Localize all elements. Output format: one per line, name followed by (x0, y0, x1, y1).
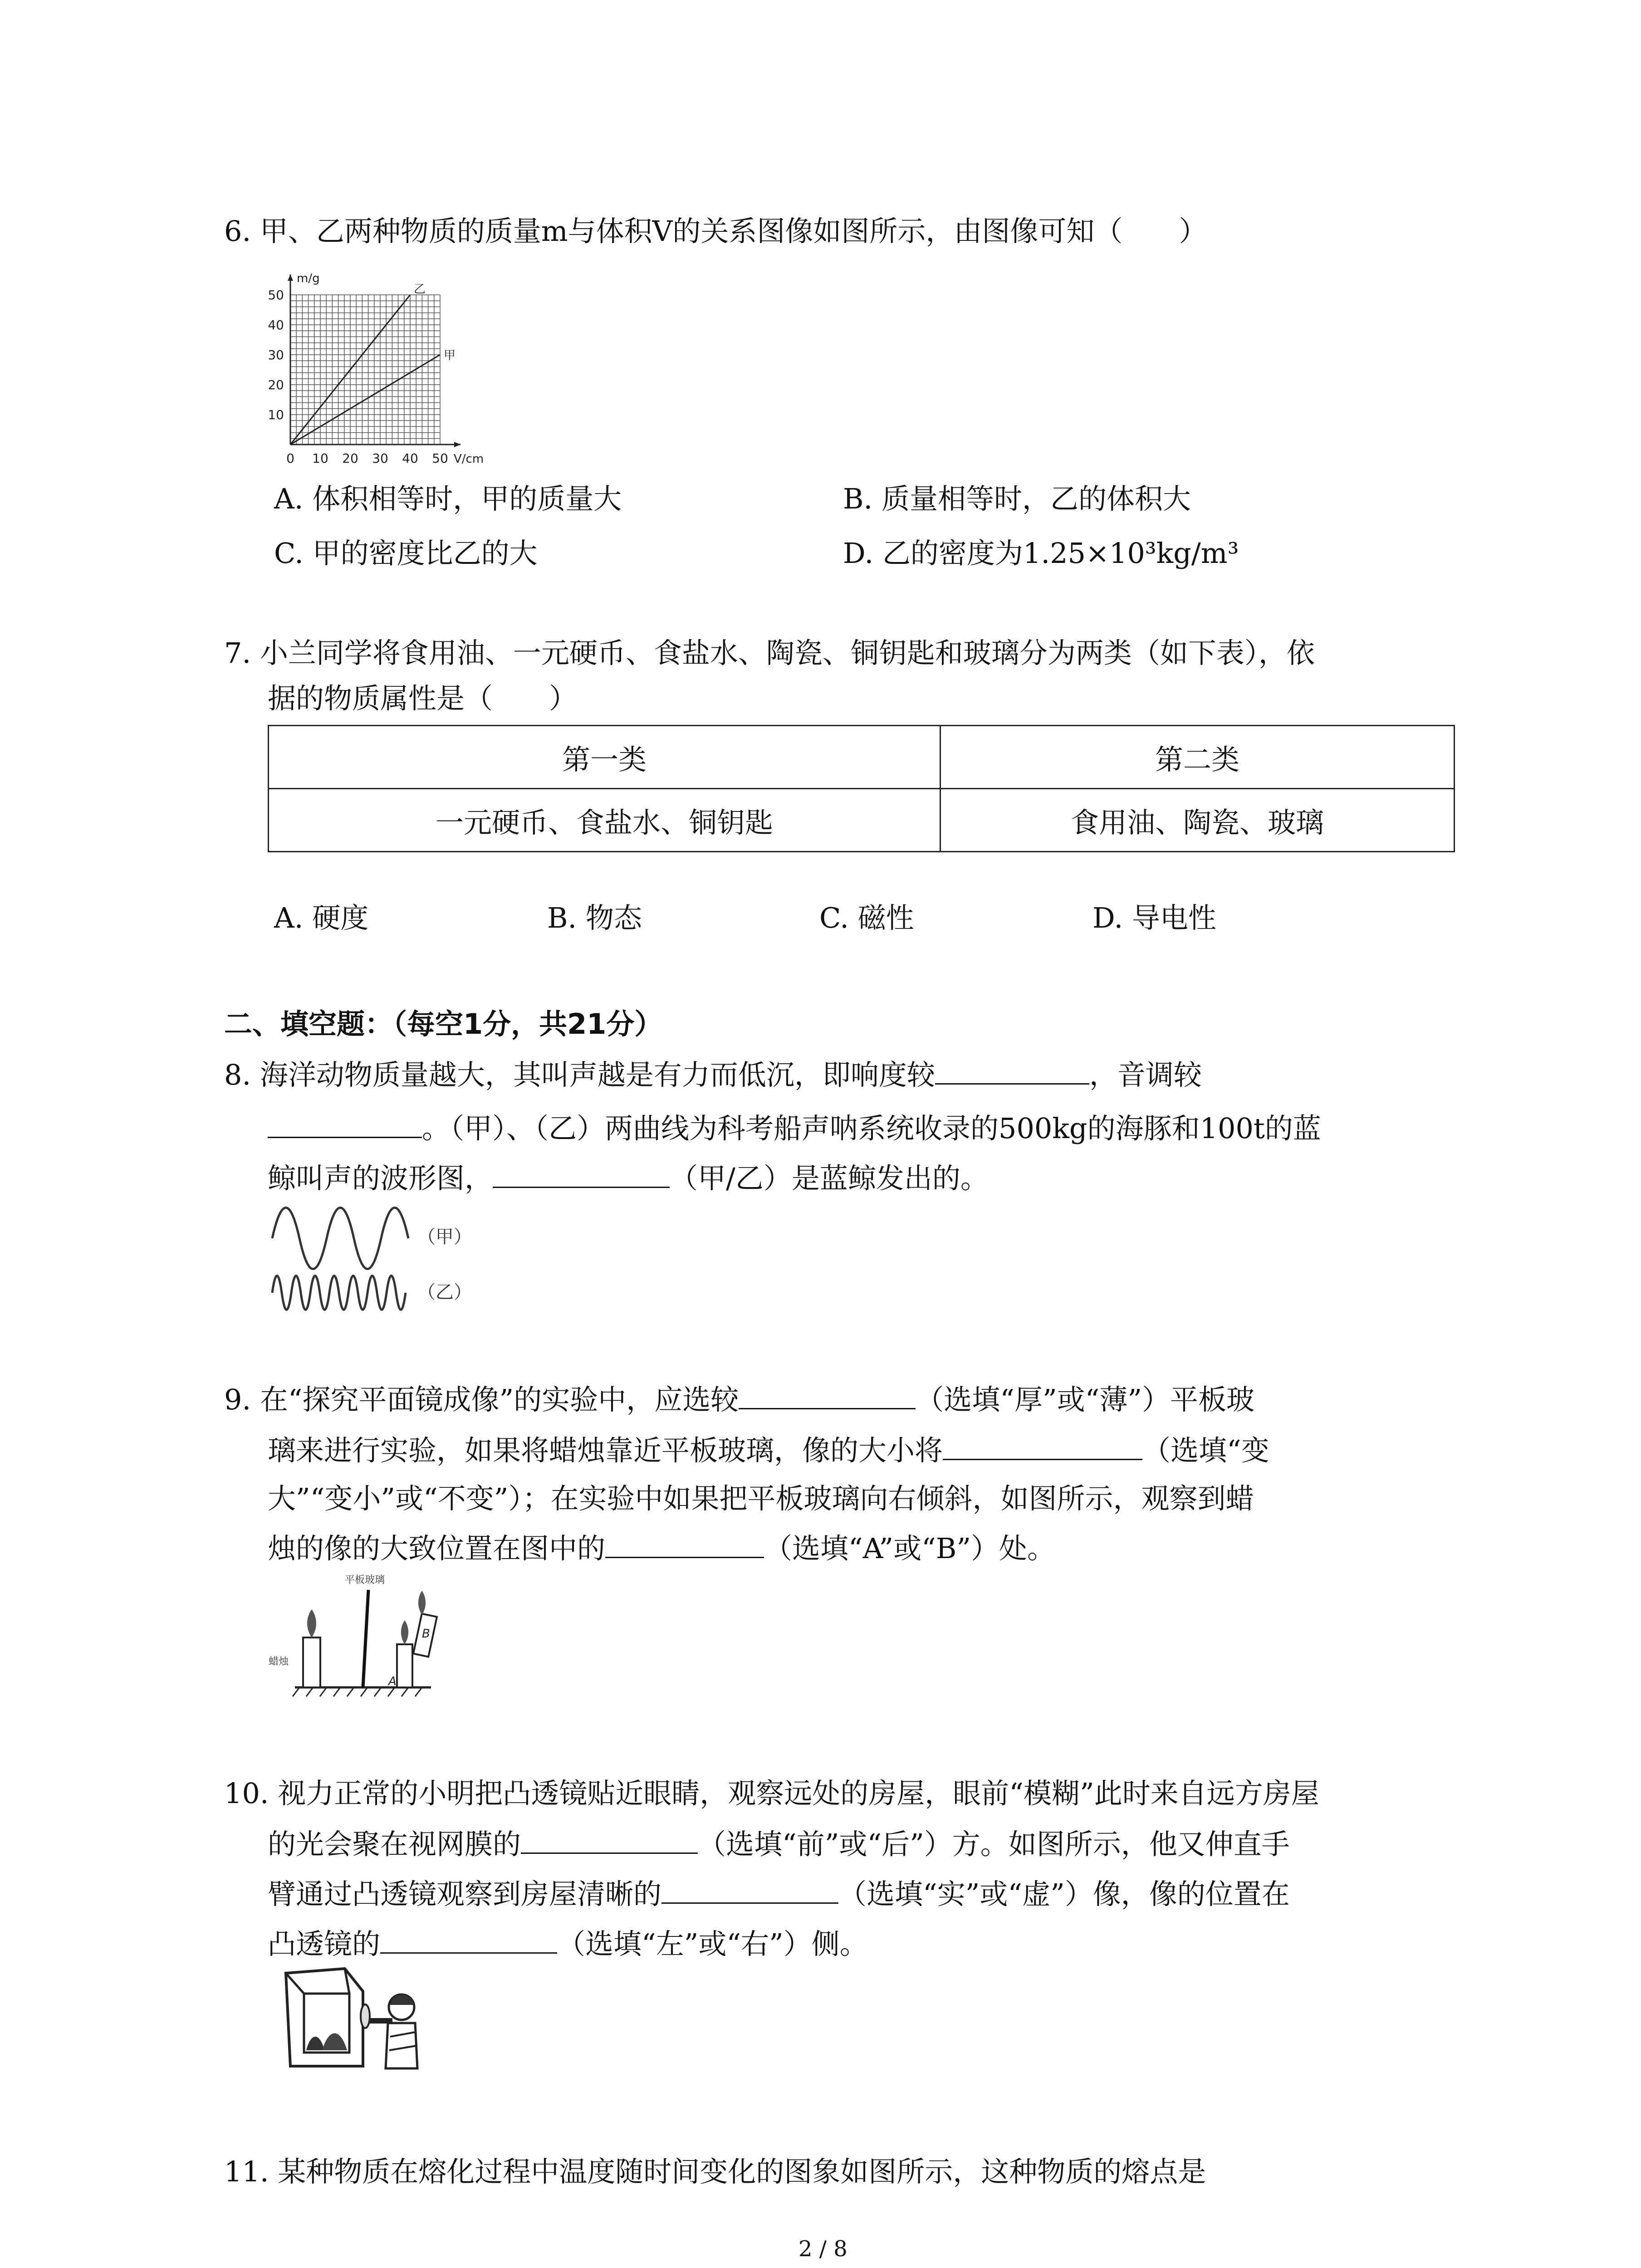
page-number: 2 / 8 (798, 2236, 847, 2262)
q8-line1 (224, 1056, 1202, 1093)
classification-table (268, 725, 1455, 852)
q10-line1: 10. 视力正常的小明把凸透镜贴近眼睛，观察远处的房屋，眼前“模糊”此时来自远方房屋 (224, 1777, 1319, 1810)
point-b-label: B (422, 1627, 430, 1641)
q8-text: ，音调较 (1089, 1058, 1202, 1091)
series-label-1: 乙 (414, 283, 426, 296)
q8-text: （甲/乙）是蓝鲸发出的。 (670, 1162, 989, 1195)
y-tick-label: 40 (268, 318, 284, 332)
glass-plate (363, 1590, 368, 1687)
q9-text: 烛的像的大致位置在图中的 (268, 1532, 606, 1565)
q8-text: 鲸叫声的波形图， (268, 1162, 493, 1195)
ground-hatch (293, 1687, 422, 1696)
candle-label: 蜡烛 (269, 1656, 289, 1667)
q9-line4 (268, 1530, 1055, 1567)
x-tick-label: 50 (432, 451, 448, 466)
chart-lines (290, 295, 440, 445)
q6-option-a[interactable]: A. 体积相等时，甲的质量大 (274, 482, 622, 515)
q7-option-c[interactable]: C. 磁性 (819, 901, 914, 934)
answer-blank[interactable] (739, 1381, 916, 1409)
y-tick-label: 30 (268, 347, 284, 362)
q10-text: （选填“左”或“右”）侧。 (557, 1927, 868, 1960)
series-line-2 (290, 355, 440, 445)
table-header-cell: 第二类 (941, 726, 1455, 789)
y-tick-label: 50 (268, 288, 284, 303)
image-b-flame (418, 1591, 426, 1615)
candle-flame (307, 1609, 316, 1637)
q9-line2 (268, 1432, 1269, 1469)
q6-stem: 6. 甲、乙两种物质的质量m与体积V的关系图像如图所示，由图像可知（ ） (224, 215, 1207, 248)
x-tick-label: 0 (286, 451, 294, 466)
answer-blank[interactable] (943, 1432, 1142, 1460)
table-cell: 食用油、陶瓷、玻璃 (941, 789, 1455, 852)
answer-blank[interactable] (935, 1056, 1089, 1085)
waveform-yi (272, 1276, 406, 1310)
waveform-jia (272, 1208, 408, 1269)
point-a-label: A (388, 1675, 397, 1688)
x-tick-label: 10 (312, 451, 328, 466)
q7-stem-line1: 7. 小兰同学将食用油、一元硬币、食盐水、陶瓷、铜钥匙和玻璃分为两类（如下表），依 (224, 636, 1315, 670)
q7-option-a[interactable]: A. 硬度 (274, 901, 369, 934)
q10-line4 (268, 1925, 868, 1962)
waveform-figure (268, 1202, 504, 1320)
q10-text: 的光会聚在视网膜的 (268, 1828, 521, 1861)
table-cell: 一元硬币、食盐水、铜钥匙 (269, 789, 941, 852)
q10-text: （选填“实”或“虚”）像，像的位置在 (838, 1877, 1290, 1911)
lens-icon (361, 2004, 370, 2028)
q9-line1 (224, 1381, 1254, 1418)
answer-blank[interactable] (380, 1925, 557, 1954)
image-a-flame (401, 1620, 408, 1644)
x-tick-label: 20 (342, 451, 358, 466)
wave-label-yi: （乙） (417, 1282, 472, 1303)
x-tick-label: 40 (402, 451, 418, 466)
q10-text: 臂通过凸透镜观察到房屋清晰的 (268, 1877, 662, 1911)
q9-text: （选填“A”或“B”）处。 (764, 1532, 1056, 1565)
q9-line3: 大”“变小”或“不变”）；在实验中如果把平板玻璃向右倾斜，如图所示，观察到蜡 (268, 1482, 1254, 1515)
q10-line3 (268, 1875, 1290, 1912)
section-title: 二、填空题：（每空1分，共21分） (224, 1007, 663, 1041)
q6-option-c[interactable]: C. 甲的密度比乙的大 (274, 537, 538, 570)
image-a (397, 1644, 412, 1687)
q7-stem-line2: 据的物质属性是（ ） (268, 682, 578, 715)
q10-text: 凸透镜的 (268, 1927, 381, 1960)
answer-blank[interactable] (661, 1875, 838, 1904)
q6-option-d[interactable]: D. 乙的密度为1.25×10³kg/m³ (843, 537, 1239, 570)
glass-label: 平板玻璃 (345, 1574, 385, 1586)
answer-blank[interactable] (521, 1825, 698, 1854)
mass-volume-chart (254, 254, 499, 481)
y-axis-label: m/g (297, 272, 320, 285)
answer-blank[interactable] (268, 1110, 422, 1138)
x-axis-label: V/cm (454, 452, 484, 466)
wave-label-jia: （甲） (417, 1227, 472, 1247)
x-axis-arrow (454, 442, 460, 447)
q7-option-d[interactable]: D. 导电性 (1092, 901, 1216, 934)
q10-line2 (268, 1825, 1290, 1862)
q10-text: （选填“前”或“后”）方。如图所示，他又伸直手 (698, 1828, 1290, 1861)
answer-blank[interactable] (493, 1159, 670, 1188)
table-header-cell: 第一类 (269, 726, 941, 789)
candle (303, 1637, 320, 1687)
q9-text: （选填“厚”或“薄”）平板玻 (916, 1383, 1255, 1416)
q9-text: （选填“变 (1142, 1434, 1269, 1467)
q6-option-b[interactable]: B. 质量相等时，乙的体积大 (843, 482, 1191, 515)
chart-grid (290, 295, 440, 445)
plane-mirror-figure (268, 1569, 485, 1706)
q11-line1: 11. 某种物质在熔化过程中温度随时间变化的图象如图所示，这种物质的熔点是 (224, 2155, 1206, 2188)
q9-text: 9. 在“探究平面镜成像”的实验中，应选较 (224, 1383, 739, 1416)
y-tick-label: 20 (268, 377, 284, 392)
y-tick-label: 10 (268, 407, 284, 422)
q8-text: 。（甲）、（乙）两曲线为科考船声呐系统收录的500kg的海豚和100t的蓝 (422, 1112, 1321, 1145)
series-label-2: 甲 (444, 349, 456, 362)
x-tick-label: 30 (372, 451, 388, 466)
convex-lens-figure (277, 1964, 422, 2073)
answer-blank[interactable] (605, 1530, 764, 1558)
table-row (269, 789, 1455, 852)
q8-line3 (268, 1159, 989, 1197)
y-axis-arrow (288, 274, 293, 281)
q7-option-b[interactable]: B. 物态 (547, 901, 642, 934)
q8-line2 (268, 1110, 1321, 1147)
q8-text: 8. 海洋动物质量越大，其叫声越是有力而低沉，即响度较 (224, 1058, 935, 1091)
q9-text: 璃来进行实验，如果将蜡烛靠近平板玻璃，像的大小将 (268, 1434, 943, 1467)
table-header-row (269, 726, 1455, 789)
